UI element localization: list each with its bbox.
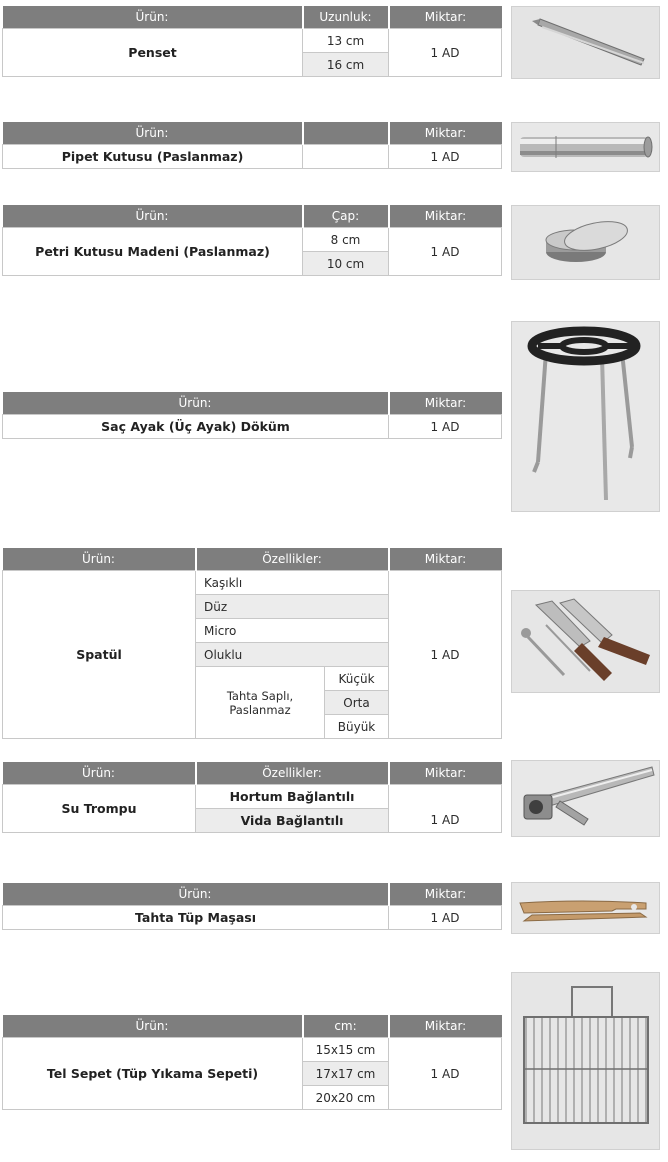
col-header-product: Ürün: xyxy=(3,548,196,571)
feature-value: Micro xyxy=(196,619,389,643)
col-header-empty xyxy=(303,122,389,145)
length-value: 13 cm xyxy=(303,29,389,53)
water-pump-image xyxy=(511,760,660,837)
spatula-image xyxy=(511,590,660,693)
product-name: Tel Sepet (Tüp Yıkama Sepeti) xyxy=(3,1038,303,1110)
product-name: Su Trompu xyxy=(3,785,196,833)
size-value: 15x15 cm xyxy=(303,1038,389,1062)
feature-value: Oluklu xyxy=(196,643,389,667)
tahta-masa-table xyxy=(2,883,502,930)
su-trompu-table-block xyxy=(2,762,501,833)
col-header-features: Özellikler: xyxy=(196,762,389,785)
col-header-product: Ürün: xyxy=(3,6,303,29)
col-header-quantity: Miktar: xyxy=(389,548,502,571)
tahta-masa-table-block xyxy=(2,883,501,930)
su-trompu-table xyxy=(2,762,502,833)
product-name: Spatül xyxy=(3,571,196,739)
diameter-value: 8 cm xyxy=(303,228,389,252)
tel-sepet-table-block xyxy=(2,1015,501,1110)
product-name: Pipet Kutusu (Paslanmaz) xyxy=(3,145,303,169)
product-name: Petri Kutusu Madeni (Paslanmaz) xyxy=(3,228,303,276)
size-value: Küçük xyxy=(325,667,389,691)
feature-value: Vida Bağlantılı xyxy=(196,809,389,833)
col-header-diameter: Çap: xyxy=(303,205,389,228)
col-header-quantity: Miktar: xyxy=(389,205,502,228)
quantity-value: 1 AD xyxy=(389,415,502,439)
product-name: Penset xyxy=(3,29,303,77)
tripod-stand-image xyxy=(511,321,660,512)
feature-value: Düz xyxy=(196,595,389,619)
wooden-tube-holder-image xyxy=(511,882,660,934)
tel-sepet-table xyxy=(2,1015,502,1110)
size-value: Büyük xyxy=(325,715,389,739)
col-header-cm: cm: xyxy=(303,1015,389,1038)
wire-basket-image xyxy=(511,972,660,1150)
col-header-product: Ürün: xyxy=(3,122,303,145)
pipet-table xyxy=(2,122,502,169)
col-header-quantity: Miktar: xyxy=(389,883,502,906)
col-header-features: Özellikler: xyxy=(196,548,389,571)
col-header-product: Ürün: xyxy=(3,205,303,228)
petri-table xyxy=(2,205,502,276)
quantity-value: 1 AD xyxy=(389,906,502,930)
col-header-length: Uzunluk: xyxy=(303,6,389,29)
col-header-product: Ürün: xyxy=(3,392,389,415)
col-header-product: Ürün: xyxy=(3,883,389,906)
feature-value: Kaşıklı xyxy=(196,571,389,595)
product-name: Tahta Tüp Maşası xyxy=(3,906,389,930)
penset-table xyxy=(2,6,502,77)
spatul-table-block xyxy=(2,548,501,739)
col-header-product: Ürün: xyxy=(3,1015,303,1038)
diameter-value: 10 cm xyxy=(303,252,389,276)
quantity-value: 1 AD xyxy=(389,29,502,77)
col-header-quantity: Miktar: xyxy=(389,1015,502,1038)
col-header-quantity: Miktar: xyxy=(389,6,502,29)
quantity-value: 1 AD xyxy=(389,809,502,833)
col-header-quantity: Miktar: xyxy=(389,762,502,785)
quantity-value: 1 AD xyxy=(389,145,502,169)
quantity-value: 1 AD xyxy=(389,571,502,739)
quantity-value: 1 AD xyxy=(389,228,502,276)
size-value: Orta xyxy=(325,691,389,715)
penset-table-block xyxy=(2,6,501,77)
quantity-empty-cell xyxy=(389,785,502,809)
wood-handle-label: Tahta Saplı, Paslanmaz xyxy=(196,667,325,739)
feature-value: Hortum Bağlantılı xyxy=(196,785,389,809)
spatul-table xyxy=(2,548,502,739)
sac-ayak-table xyxy=(2,392,502,439)
pipet-box-image xyxy=(511,122,660,172)
petri-dish-image xyxy=(511,205,660,280)
col-header-quantity: Miktar: xyxy=(389,122,502,145)
size-value: 20x20 cm xyxy=(303,1086,389,1110)
product-name: Saç Ayak (Üç Ayak) Döküm xyxy=(3,415,389,439)
quantity-value: 1 AD xyxy=(389,1038,502,1110)
tweezers-image xyxy=(511,6,660,79)
length-value: 16 cm xyxy=(303,53,389,77)
col-header-product: Ürün: xyxy=(3,762,196,785)
col-header-quantity: Miktar: xyxy=(389,392,502,415)
petri-table-block xyxy=(2,205,501,276)
size-value: 17x17 cm xyxy=(303,1062,389,1086)
pipet-table-block xyxy=(2,122,501,169)
empty-cell xyxy=(303,145,389,169)
sac-ayak-table-block xyxy=(2,392,501,439)
